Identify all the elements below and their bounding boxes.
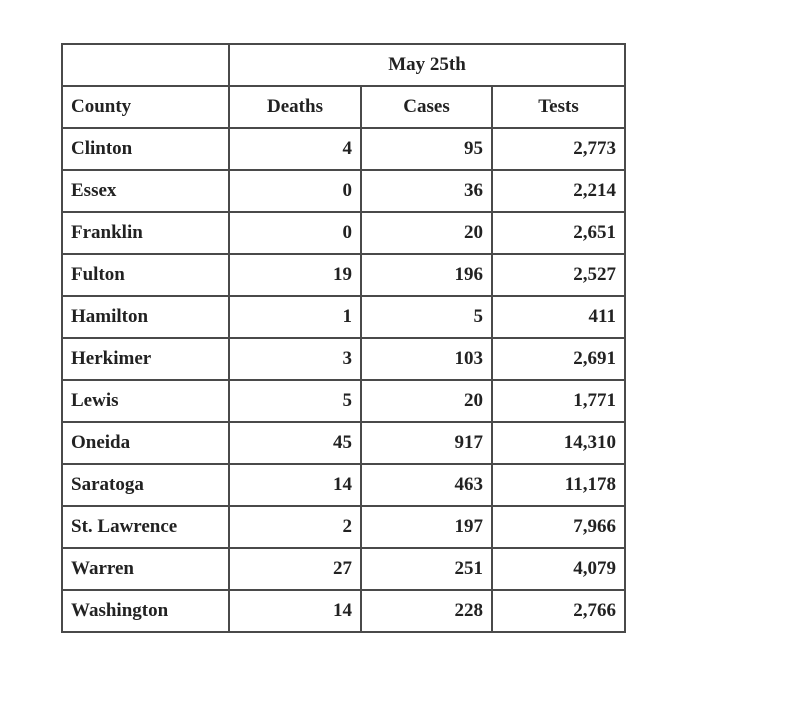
deaths-cell: 3	[229, 338, 361, 380]
deaths-cell: 4	[229, 128, 361, 170]
county-cell: Saratoga	[62, 464, 229, 506]
cases-cell: 95	[361, 128, 492, 170]
tests-cell: 2,214	[492, 170, 625, 212]
cases-column-header: Cases	[361, 86, 492, 128]
cases-cell: 36	[361, 170, 492, 212]
county-cell: St. Lawrence	[62, 506, 229, 548]
deaths-cell: 19	[229, 254, 361, 296]
deaths-cell: 45	[229, 422, 361, 464]
deaths-cell: 1	[229, 296, 361, 338]
cases-cell: 20	[361, 212, 492, 254]
deaths-cell: 5	[229, 380, 361, 422]
table-row	[62, 170, 625, 212]
tests-cell: 11,178	[492, 464, 625, 506]
cases-cell: 20	[361, 380, 492, 422]
table-row	[62, 128, 625, 170]
county-cell: Essex	[62, 170, 229, 212]
tests-cell: 2,766	[492, 590, 625, 632]
table-row	[62, 548, 625, 590]
county-cell: Clinton	[62, 128, 229, 170]
county-cell: Lewis	[62, 380, 229, 422]
cases-cell: 103	[361, 338, 492, 380]
county-cell: Hamilton	[62, 296, 229, 338]
cases-cell: 917	[361, 422, 492, 464]
deaths-cell: 0	[229, 170, 361, 212]
tests-cell: 1,771	[492, 380, 625, 422]
tests-cell: 411	[492, 296, 625, 338]
group-header-row	[62, 44, 625, 86]
cases-cell: 463	[361, 464, 492, 506]
table-row	[62, 422, 625, 464]
table-row	[62, 296, 625, 338]
tests-cell: 14,310	[492, 422, 625, 464]
county-data-table	[61, 43, 626, 633]
table-row	[62, 464, 625, 506]
county-cell: Warren	[62, 548, 229, 590]
county-cell: Washington	[62, 590, 229, 632]
deaths-cell: 0	[229, 212, 361, 254]
county-cell: Herkimer	[62, 338, 229, 380]
table-row	[62, 338, 625, 380]
county-cell: Oneida	[62, 422, 229, 464]
tests-cell: 4,079	[492, 548, 625, 590]
county-column-header: County	[62, 86, 229, 128]
tests-cell: 2,773	[492, 128, 625, 170]
cases-cell: 251	[361, 548, 492, 590]
cases-cell: 196	[361, 254, 492, 296]
date-group-header: May 25th	[229, 44, 625, 86]
tests-cell: 2,651	[492, 212, 625, 254]
county-cell: Franklin	[62, 212, 229, 254]
deaths-cell: 14	[229, 590, 361, 632]
cases-cell: 5	[361, 296, 492, 338]
deaths-cell: 27	[229, 548, 361, 590]
table-row	[62, 590, 625, 632]
cases-cell: 197	[361, 506, 492, 548]
deaths-cell: 2	[229, 506, 361, 548]
cases-cell: 228	[361, 590, 492, 632]
table-row	[62, 254, 625, 296]
column-header-row	[62, 86, 625, 128]
tests-cell: 2,691	[492, 338, 625, 380]
empty-corner-cell	[62, 44, 229, 86]
county-cell: Fulton	[62, 254, 229, 296]
tests-cell: 2,527	[492, 254, 625, 296]
table-row	[62, 380, 625, 422]
table-row	[62, 212, 625, 254]
table-row	[62, 506, 625, 548]
deaths-cell: 14	[229, 464, 361, 506]
tests-cell: 7,966	[492, 506, 625, 548]
tests-column-header: Tests	[492, 86, 625, 128]
deaths-column-header: Deaths	[229, 86, 361, 128]
